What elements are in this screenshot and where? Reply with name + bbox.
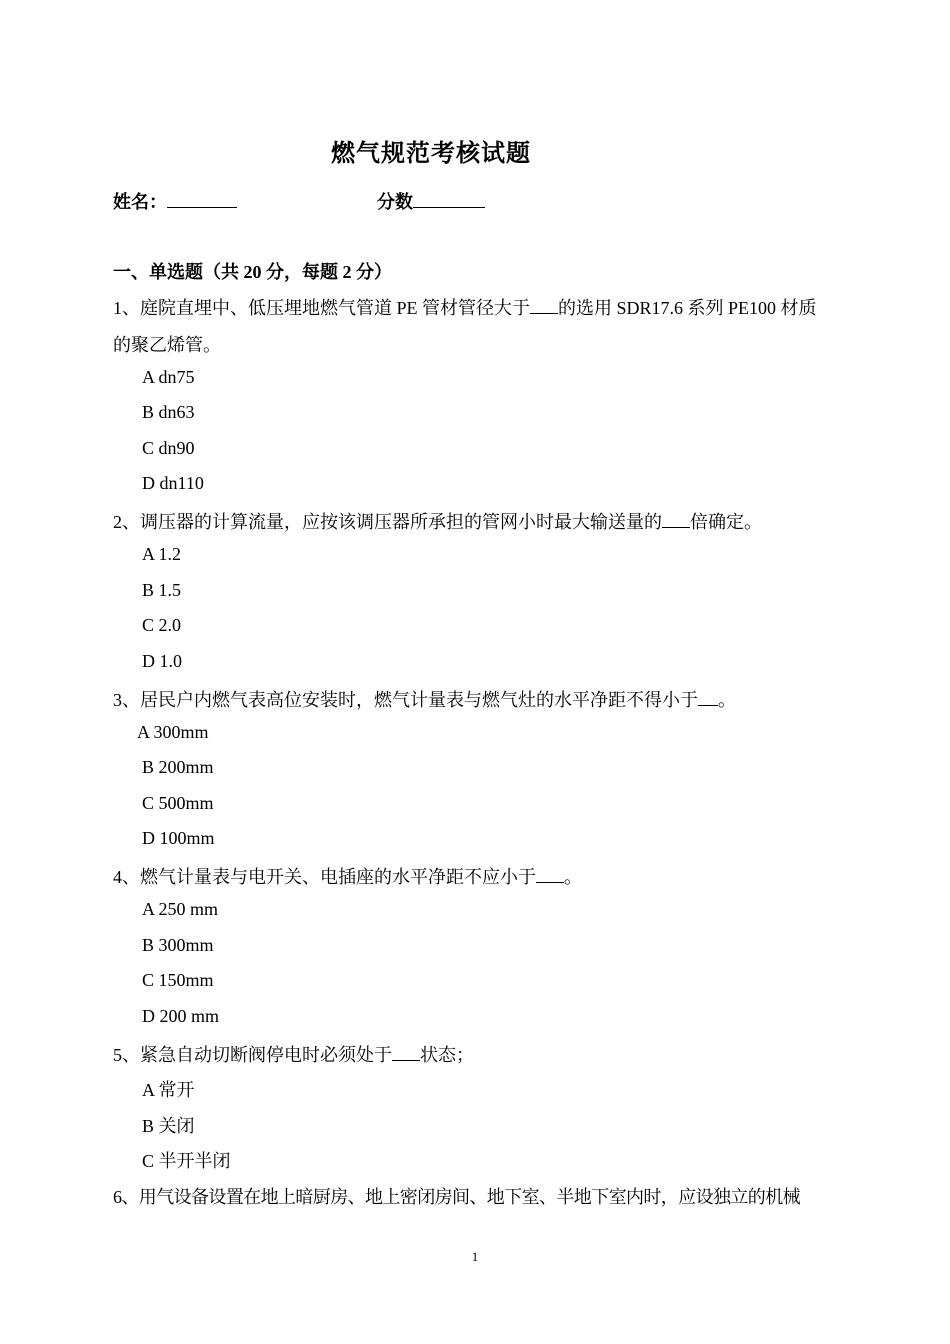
question-5-text-b: 状态；: [420, 1045, 474, 1065]
score-label: 分数: [377, 192, 413, 212]
question-2-option-d: D 1.0: [142, 651, 182, 671]
question-1-option-c: C dn90: [142, 438, 195, 458]
question-1-text-b: 的选用 SDR17.6 系列 PE100 材质: [558, 298, 817, 318]
question-5-option-a: A 常开: [142, 1080, 195, 1100]
question-5-option-c: C 半开半闭: [142, 1151, 231, 1171]
page-title: 燃气规范考核试题: [331, 141, 531, 167]
question-3-option-c: C 500mm: [142, 793, 214, 813]
answer-blank: [536, 866, 564, 883]
section-heading: 一、单选题（共 20 分，每题 2 分）: [113, 262, 392, 282]
answer-blank: [662, 511, 690, 528]
question-6-stem: 6、用气设备设置在地上暗厨房、地上密闭房间、地下室、半地下室内时，应设独立的机械: [113, 1187, 800, 1207]
question-3-option-a: A 300mm: [137, 722, 209, 742]
question-1-option-d: D dn110: [142, 473, 204, 493]
score-blank[interactable]: [413, 189, 485, 208]
score-field: [377, 188, 485, 214]
question-2-option-a: A 1.2: [142, 544, 182, 564]
question-5-text-a: 5、紧急自动切断阀停电时必须处于: [113, 1045, 392, 1065]
name-blank[interactable]: [167, 189, 237, 208]
name-label: 姓名：: [113, 192, 167, 212]
question-4-option-a: A 250 mm: [142, 899, 219, 919]
question-2-option-c: C 2.0: [142, 615, 182, 635]
question-2-option-b: B 1.5: [142, 580, 182, 600]
question-4-option-c: C 150mm: [142, 970, 214, 990]
question-1-text-a: 1、庭院直埋中、低压埋地燃气管道 PE 管材管径大于: [113, 298, 531, 318]
question-3-text-a: 3、居民户内燃气表高位安装时，燃气计量表与燃气灶的水平净距不得小于: [113, 690, 698, 710]
question-3-stem: [113, 686, 736, 712]
question-1-option-a: A dn75: [142, 367, 195, 387]
answer-blank: [392, 1044, 420, 1061]
question-2-stem: [113, 508, 762, 534]
question-4-text-a: 4、燃气计量表与电开关、电插座的水平净距不应小于: [113, 867, 536, 887]
question-3-text-b: 。: [718, 690, 736, 710]
question-4-stem: [113, 863, 582, 889]
question-1-stem: [113, 294, 817, 320]
question-3-option-d: D 100mm: [142, 828, 215, 848]
question-4-text-b: 。: [564, 867, 582, 887]
question-4-option-b: B 300mm: [142, 935, 214, 955]
question-2-text-a: 2、调压器的计算流量，应按该调压器所承担的管网小时最大输送量的: [113, 512, 662, 532]
question-1-option-b: B dn63: [142, 402, 195, 422]
question-1-stem-cont: 的聚乙烯管。: [113, 335, 221, 355]
question-5-stem: [113, 1041, 474, 1067]
question-3-option-b: B 200mm: [142, 757, 214, 777]
question-5-option-b: B 关闭: [142, 1116, 195, 1136]
answer-blank: [530, 297, 558, 314]
answer-blank: [698, 689, 718, 706]
question-4-option-d: D 200 mm: [142, 1006, 220, 1026]
question-2-text-b: 倍确定。: [690, 512, 762, 532]
page-number: 1: [471, 1249, 479, 1264]
name-field: [113, 188, 237, 214]
